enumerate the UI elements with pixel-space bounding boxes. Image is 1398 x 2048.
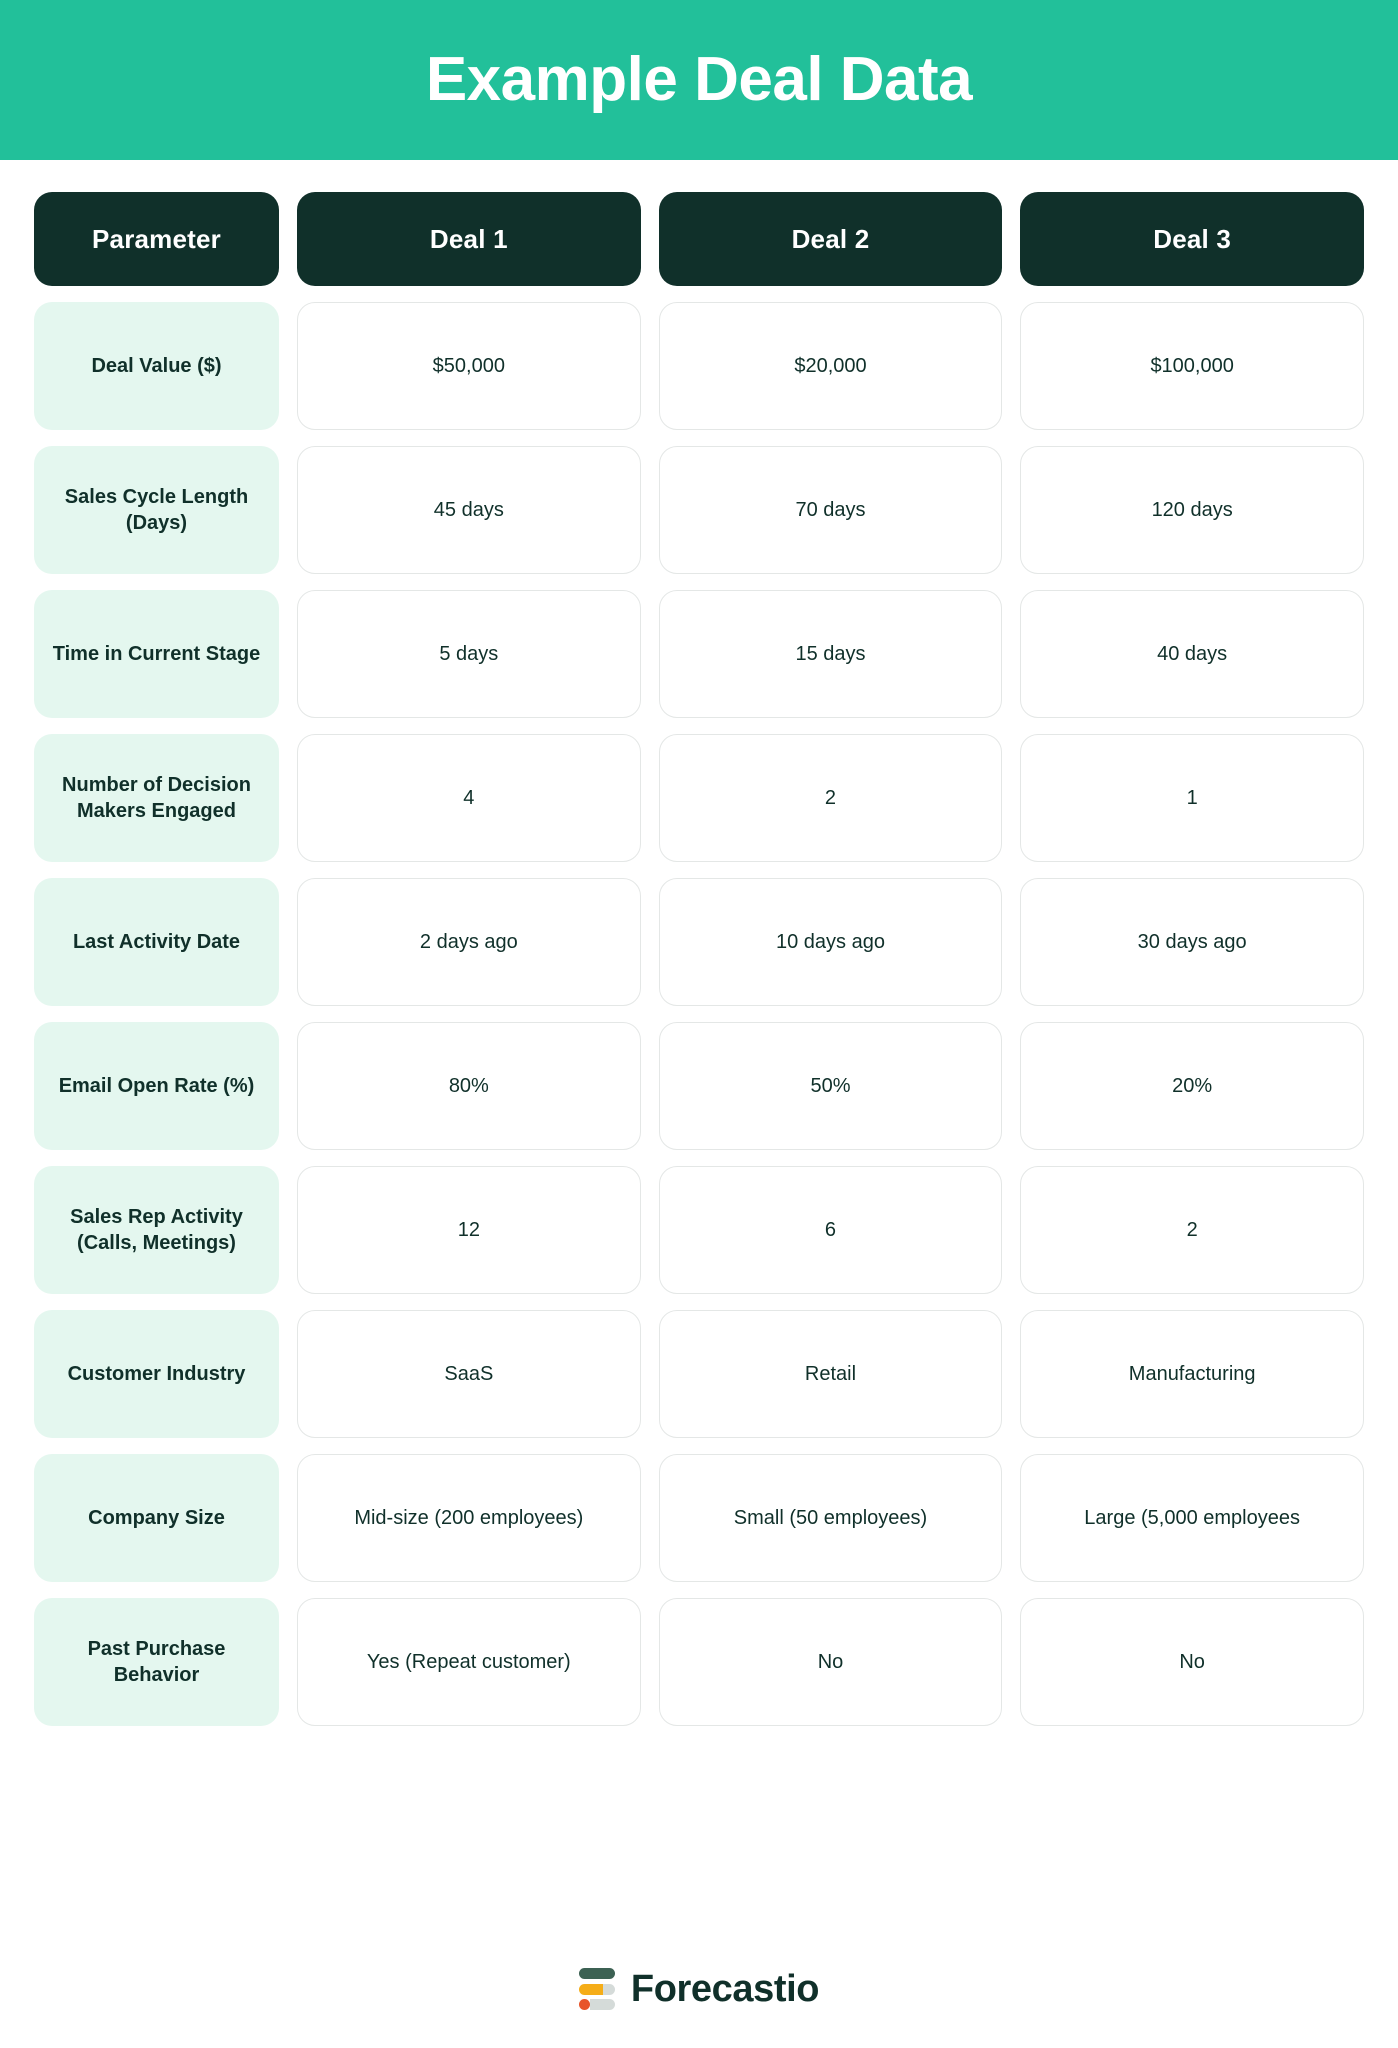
table-row bbox=[34, 878, 1364, 1006]
row-parameter-label: Company Size bbox=[88, 1506, 225, 1529]
row-value-deal-3 bbox=[1020, 1454, 1364, 1582]
row-value-deal-3 bbox=[1020, 590, 1364, 718]
column-header-parameter bbox=[34, 192, 279, 286]
row-value-label: Large (5,000 employees bbox=[1084, 1507, 1300, 1529]
row-parameter-cell bbox=[34, 878, 279, 1006]
row-parameter-label: Past Purchase Behavior bbox=[87, 1637, 226, 1686]
row-value-label: 80% bbox=[448, 1075, 489, 1097]
row-parameter-cell bbox=[34, 1166, 279, 1294]
logo-bar-middle bbox=[579, 1984, 615, 1995]
row-value-deal-3 bbox=[1020, 1310, 1364, 1438]
banner bbox=[0, 0, 1398, 160]
row-parameter-label: Deal Value ($) bbox=[91, 354, 222, 377]
row-value-deal-2 bbox=[659, 590, 1003, 718]
row-value-deal-2 bbox=[659, 302, 1003, 430]
table-row bbox=[34, 446, 1364, 574]
table-row bbox=[34, 1454, 1364, 1582]
footer bbox=[0, 1930, 1398, 2048]
row-parameter-cell bbox=[34, 590, 279, 718]
row-value-deal-3 bbox=[1020, 734, 1364, 862]
column-header-label: Deal 2 bbox=[791, 223, 870, 254]
row-value-label: Yes (Repeat customer) bbox=[366, 1651, 571, 1673]
row-value-label: SaaS bbox=[444, 1363, 494, 1385]
row-value-deal-2 bbox=[659, 1310, 1003, 1438]
table-row bbox=[34, 1598, 1364, 1726]
row-parameter-label: Email Open Rate (%) bbox=[58, 1074, 255, 1097]
row-parameter-label: Customer Industry bbox=[67, 1362, 246, 1385]
logo-bar-bottom bbox=[579, 1999, 615, 2010]
comparison-table bbox=[34, 192, 1364, 1726]
row-parameter-cell bbox=[34, 1454, 279, 1582]
row-value-label: $50,000 bbox=[432, 355, 505, 377]
row-parameter-label: Last Activity Date bbox=[72, 930, 241, 953]
row-parameter-label: Time in Current Stage bbox=[52, 642, 261, 665]
logo-bar-top bbox=[579, 1968, 615, 1979]
row-value-deal-1 bbox=[297, 1310, 641, 1438]
table-row bbox=[34, 734, 1364, 862]
row-parameter-cell bbox=[34, 446, 279, 574]
row-value-label: 15 days bbox=[795, 643, 866, 665]
row-value-deal-2 bbox=[659, 1454, 1003, 1582]
column-header-label: Deal 3 bbox=[1153, 223, 1232, 254]
row-value-deal-3 bbox=[1020, 1598, 1364, 1726]
row-value-label: 12 bbox=[457, 1219, 480, 1241]
column-header-deal-3 bbox=[1020, 192, 1364, 286]
table-row bbox=[34, 590, 1364, 718]
row-value-label: 45 days bbox=[433, 499, 504, 521]
column-header-deal-2 bbox=[659, 192, 1003, 286]
logo-bar-middle-fill bbox=[579, 1984, 603, 1995]
row-value-deal-1 bbox=[297, 302, 641, 430]
row-value-label: Small (50 employees) bbox=[733, 1507, 928, 1529]
row-parameter-cell bbox=[34, 1022, 279, 1150]
logo-bar-bottom-rest bbox=[590, 1999, 615, 2010]
row-value-label: 30 days ago bbox=[1137, 931, 1247, 953]
row-value-label: 5 days bbox=[439, 643, 499, 665]
row-value-deal-2 bbox=[659, 734, 1003, 862]
row-value-label: 20% bbox=[1172, 1075, 1213, 1097]
row-value-label: 70 days bbox=[795, 499, 866, 521]
row-value-deal-1 bbox=[297, 1454, 641, 1582]
row-value-deal-1 bbox=[297, 446, 641, 574]
row-value-deal-3 bbox=[1020, 1166, 1364, 1294]
logo-bar-bottom-dot bbox=[579, 1999, 590, 2010]
table-row bbox=[34, 1310, 1364, 1438]
row-value-deal-3 bbox=[1020, 1022, 1364, 1150]
row-value-deal-2 bbox=[659, 446, 1003, 574]
page-title: Example Deal Data bbox=[425, 45, 973, 114]
row-value-deal-1 bbox=[297, 1598, 641, 1726]
row-value-deal-1 bbox=[297, 590, 641, 718]
row-value-label: No bbox=[817, 1651, 844, 1673]
row-value-deal-2 bbox=[659, 878, 1003, 1006]
row-parameter-cell bbox=[34, 1598, 279, 1726]
table-row bbox=[34, 1022, 1364, 1150]
row-value-label: 6 bbox=[824, 1219, 837, 1241]
row-parameter-cell bbox=[34, 734, 279, 862]
row-value-deal-1 bbox=[297, 734, 641, 862]
row-value-label: 2 bbox=[1186, 1219, 1198, 1241]
forecastio-logo-icon bbox=[579, 1968, 615, 2010]
row-value-label: 10 days ago bbox=[776, 931, 885, 953]
table-header-row bbox=[34, 192, 1364, 286]
table-container bbox=[0, 160, 1398, 1930]
row-value-label: $100,000 bbox=[1150, 355, 1234, 377]
row-value-label: 2 bbox=[824, 787, 837, 809]
row-value-label: $20,000 bbox=[794, 355, 867, 377]
row-value-deal-1 bbox=[297, 1022, 641, 1150]
row-value-label: 50% bbox=[810, 1075, 851, 1097]
row-value-deal-3 bbox=[1020, 878, 1364, 1006]
column-header-deal-1 bbox=[297, 192, 641, 286]
row-value-deal-1 bbox=[297, 878, 641, 1006]
row-value-label: No bbox=[1179, 1651, 1205, 1673]
row-value-deal-2 bbox=[659, 1166, 1003, 1294]
row-parameter-label: Sales Rep Activity (Calls, Meetings) bbox=[70, 1205, 243, 1254]
logo-bar-middle-rest bbox=[603, 1984, 615, 1995]
table-row bbox=[34, 302, 1364, 430]
brand-name: Forecastio bbox=[630, 1967, 820, 2010]
row-value-label: 4 bbox=[463, 787, 475, 809]
row-value-label: Manufacturing bbox=[1128, 1363, 1256, 1385]
row-value-label: Mid-size (200 employees) bbox=[354, 1507, 584, 1529]
row-value-label: 1 bbox=[1186, 787, 1198, 809]
row-value-deal-3 bbox=[1020, 446, 1364, 574]
row-value-deal-2 bbox=[659, 1022, 1003, 1150]
row-parameter-label: Number of Decision Makers Engaged bbox=[62, 773, 251, 822]
column-header-label: Deal 1 bbox=[429, 223, 508, 254]
row-parameter-cell bbox=[34, 1310, 279, 1438]
row-value-deal-2 bbox=[659, 1598, 1003, 1726]
row-value-label: 2 days ago bbox=[419, 931, 518, 953]
row-value-deal-1 bbox=[297, 1166, 641, 1294]
column-header-label: Parameter bbox=[92, 223, 221, 254]
row-value-label: Retail bbox=[804, 1363, 857, 1385]
row-value-label: 40 days bbox=[1157, 643, 1228, 665]
row-parameter-cell bbox=[34, 302, 279, 430]
row-value-deal-3 bbox=[1020, 302, 1364, 430]
table-row bbox=[34, 1166, 1364, 1294]
row-value-label: 120 days bbox=[1151, 499, 1233, 521]
row-parameter-label: Sales Cycle Length (Days) bbox=[64, 485, 249, 534]
